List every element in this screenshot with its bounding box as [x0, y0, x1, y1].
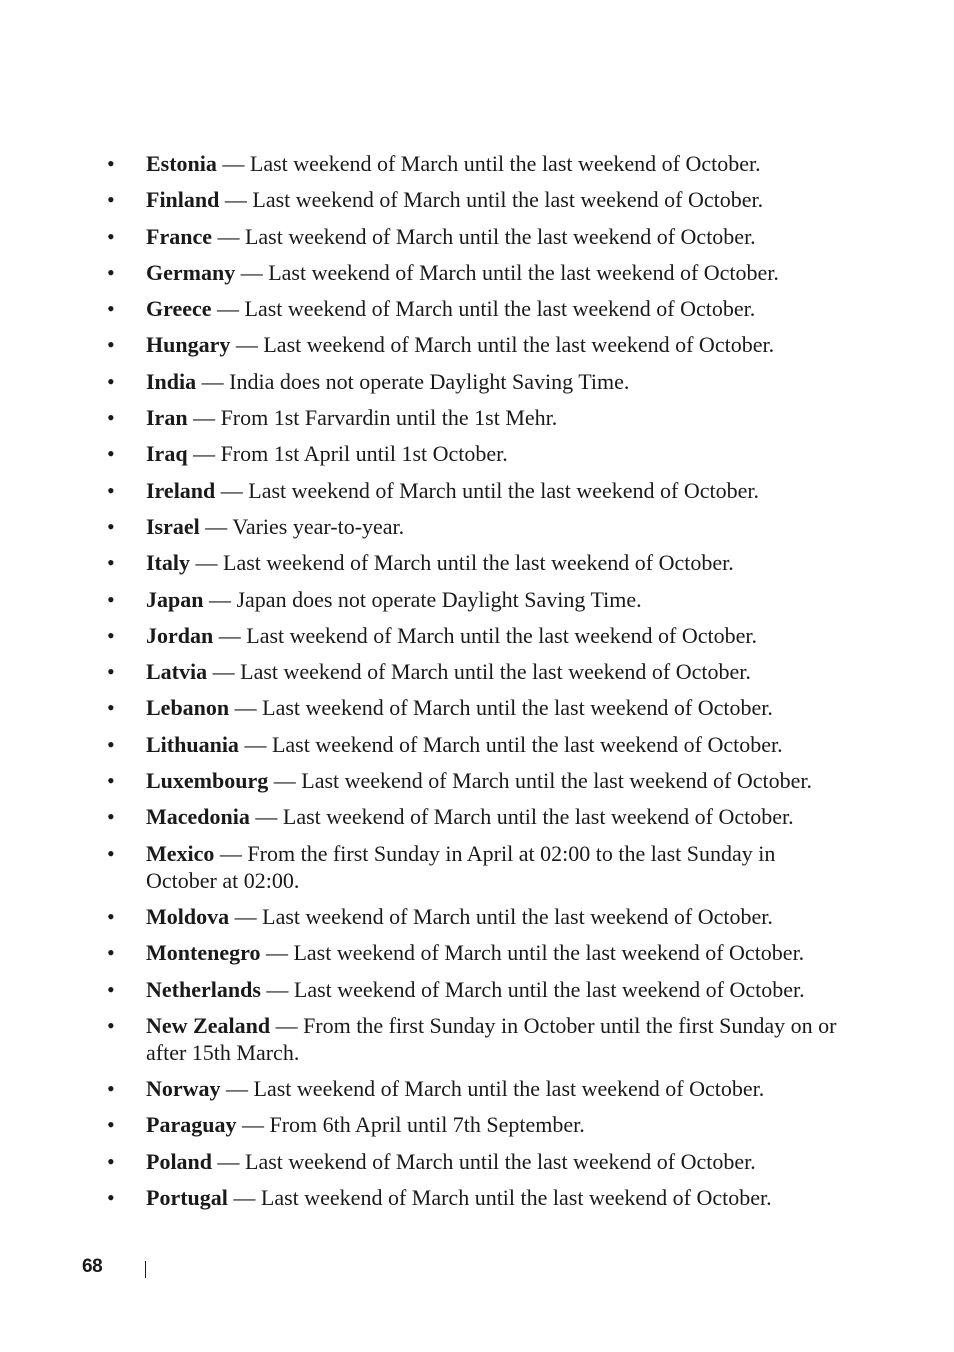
- bullet-icon: •: [107, 441, 115, 467]
- bullet-icon: •: [107, 804, 115, 830]
- list-item: [107, 477, 837, 504]
- list-item: [107, 767, 837, 794]
- bullet-icon: •: [107, 1148, 115, 1174]
- country-name: Moldova: [146, 903, 230, 929]
- bullet-icon: •: [107, 1185, 115, 1211]
- bullet-icon: •: [107, 151, 115, 176]
- list-item: [107, 1148, 837, 1175]
- list-item: [107, 331, 837, 358]
- dst-rule-text: — Last weekend of March until the last weekend of October.: [235, 259, 779, 285]
- dst-rule-text: — Last weekend of March until the last weekend of October.: [227, 1185, 772, 1211]
- country-name: Hungary: [146, 332, 231, 358]
- list-item: [107, 840, 837, 894]
- dst-rule-text: — Last weekend of March until the last weekend of October.: [219, 187, 764, 213]
- country-name: France: [146, 223, 212, 249]
- country-name: Iraq: [146, 441, 188, 467]
- bullet-icon: •: [107, 368, 115, 394]
- dst-rule-text: — Last weekend of March until the last weekend of October.: [190, 550, 734, 576]
- bullet-icon: •: [107, 1112, 115, 1138]
- country-name: India: [146, 368, 197, 394]
- list-item: [107, 731, 837, 758]
- footer-divider: [145, 1261, 146, 1278]
- country-name: Luxembourg: [146, 768, 269, 794]
- dst-rule-text: — From the first Sunday in April at 02:00 to the last Sunday in October at 02:00.: [146, 840, 776, 893]
- dst-rule-text: — Last weekend of March until the last weekend of October.: [238, 731, 783, 757]
- list-item: [107, 513, 837, 540]
- bullet-icon: •: [107, 296, 115, 322]
- dst-rule-text: — Last weekend of March until the last weekend of October.: [229, 903, 773, 929]
- list-item: [107, 586, 837, 613]
- bullet-icon: •: [107, 259, 115, 285]
- list-item: [107, 903, 837, 930]
- dst-rule-text: — Last weekend of March until the last weekend of October.: [229, 695, 773, 721]
- bullet-icon: •: [107, 659, 115, 685]
- country-name: Paraguay: [146, 1112, 237, 1138]
- dst-rule-text: — Last weekend of March until the last weekend of October.: [213, 622, 757, 648]
- country-name: Portugal: [146, 1185, 228, 1211]
- country-name: Lebanon: [146, 695, 230, 721]
- list-item: [107, 549, 837, 576]
- country-name: Finland: [146, 187, 220, 213]
- country-name: Ireland: [146, 477, 216, 503]
- country-name: Italy: [146, 550, 190, 576]
- bullet-icon: •: [107, 550, 115, 576]
- dst-rule-text: — Last weekend of March until the last weekend of October.: [212, 1148, 756, 1174]
- dst-rule-text: — Last weekend of March until the last weekend of October.: [211, 223, 756, 249]
- dst-rule-text: — Varies year-to-year.: [199, 513, 405, 539]
- country-name: New Zealand: [146, 1012, 271, 1038]
- dst-rule-text: — From 6th April until 7th September.: [236, 1112, 585, 1138]
- list-item: [107, 1184, 837, 1211]
- dst-rule-text: — Last weekend of March until the last weekend of October.: [211, 296, 756, 322]
- country-name: Poland: [146, 1148, 213, 1174]
- dst-rule-text: — From 1st Farvardin until the 1st Mehr.: [187, 405, 558, 431]
- country-name: Lithuania: [146, 731, 239, 757]
- list-item: [107, 939, 837, 966]
- bullet-icon: •: [107, 903, 115, 929]
- list-item: [107, 295, 837, 322]
- country-name: Jordan: [146, 622, 214, 648]
- dst-rule-text: — From 1st April until 1st October.: [187, 441, 508, 467]
- bullet-icon: •: [107, 223, 115, 249]
- country-name: Germany: [146, 259, 236, 285]
- dst-rule-text: — Last weekend of March until the last weekend of October.: [268, 768, 812, 794]
- bullet-icon: •: [107, 622, 115, 648]
- bullet-icon: •: [107, 477, 115, 503]
- bullet-icon: •: [107, 695, 115, 721]
- dst-rule-text: — Last weekend of March until the last weekend of October.: [260, 940, 805, 966]
- list-item: [107, 404, 837, 431]
- bullet-icon: •: [107, 513, 115, 539]
- list-item: [107, 1075, 837, 1102]
- dst-rule-text: — Last weekend of March until the last weekend of October.: [230, 332, 775, 358]
- dst-rule-text: — Last weekend of March until the last weekend of October.: [249, 804, 794, 830]
- bullet-icon: •: [107, 1076, 115, 1102]
- dst-rule-text: — Last weekend of March until the last weekend of October.: [260, 976, 805, 1002]
- bullet-icon: •: [107, 187, 115, 213]
- country-name: Latvia: [146, 659, 208, 685]
- bullet-icon: •: [107, 840, 115, 866]
- list-item: [107, 1111, 837, 1138]
- bullet-icon: •: [107, 731, 115, 757]
- country-name: Japan: [146, 586, 204, 612]
- dst-rule-text: — India does not operate Daylight Saving Time.: [196, 368, 630, 394]
- dst-rule-text: — Last weekend of March until the last weekend of October.: [207, 659, 751, 685]
- country-name: Macedonia: [146, 804, 250, 830]
- dst-rule-text: — Last weekend of March until the last weekend of October.: [215, 477, 759, 503]
- country-name: Montenegro: [146, 940, 261, 966]
- country-name: Norway: [146, 1076, 221, 1102]
- list-item: [107, 223, 837, 250]
- list-item: [107, 622, 837, 649]
- dst-rule-text: — From the first Sunday in October until the first Sunday on or after 15th March.: [146, 1012, 837, 1065]
- bullet-icon: •: [107, 1012, 115, 1038]
- list-item: [107, 694, 837, 721]
- country-name: Estonia: [146, 151, 217, 176]
- page-number: 68: [82, 1256, 103, 1277]
- bullet-icon: •: [107, 940, 115, 966]
- list-item: [107, 150, 837, 177]
- bullet-icon: •: [107, 405, 115, 431]
- list-item: [107, 976, 837, 1003]
- list-item: [107, 1012, 837, 1066]
- country-name: Israel: [146, 513, 200, 539]
- list-item: [107, 259, 837, 286]
- country-name: Netherlands: [146, 976, 261, 1002]
- list-item: [107, 368, 837, 395]
- bullet-icon: •: [107, 768, 115, 794]
- bullet-icon: •: [107, 586, 115, 612]
- dst-rule-text: — Japan does not operate Daylight Saving Time.: [203, 586, 642, 612]
- list-item: [107, 440, 837, 467]
- country-name: Greece: [146, 296, 212, 322]
- bullet-icon: •: [107, 976, 115, 1002]
- country-name: Mexico: [146, 840, 215, 866]
- list-item: [107, 186, 837, 213]
- dst-country-list: [107, 150, 837, 1220]
- dst-rule-text: — Last weekend of March until the last weekend of October.: [216, 151, 761, 176]
- country-name: Iran: [146, 405, 188, 431]
- dst-rule-text: — Last weekend of March until the last weekend of October.: [220, 1076, 765, 1102]
- list-item: [107, 803, 837, 830]
- list-item: [107, 658, 837, 685]
- bullet-icon: •: [107, 332, 115, 358]
